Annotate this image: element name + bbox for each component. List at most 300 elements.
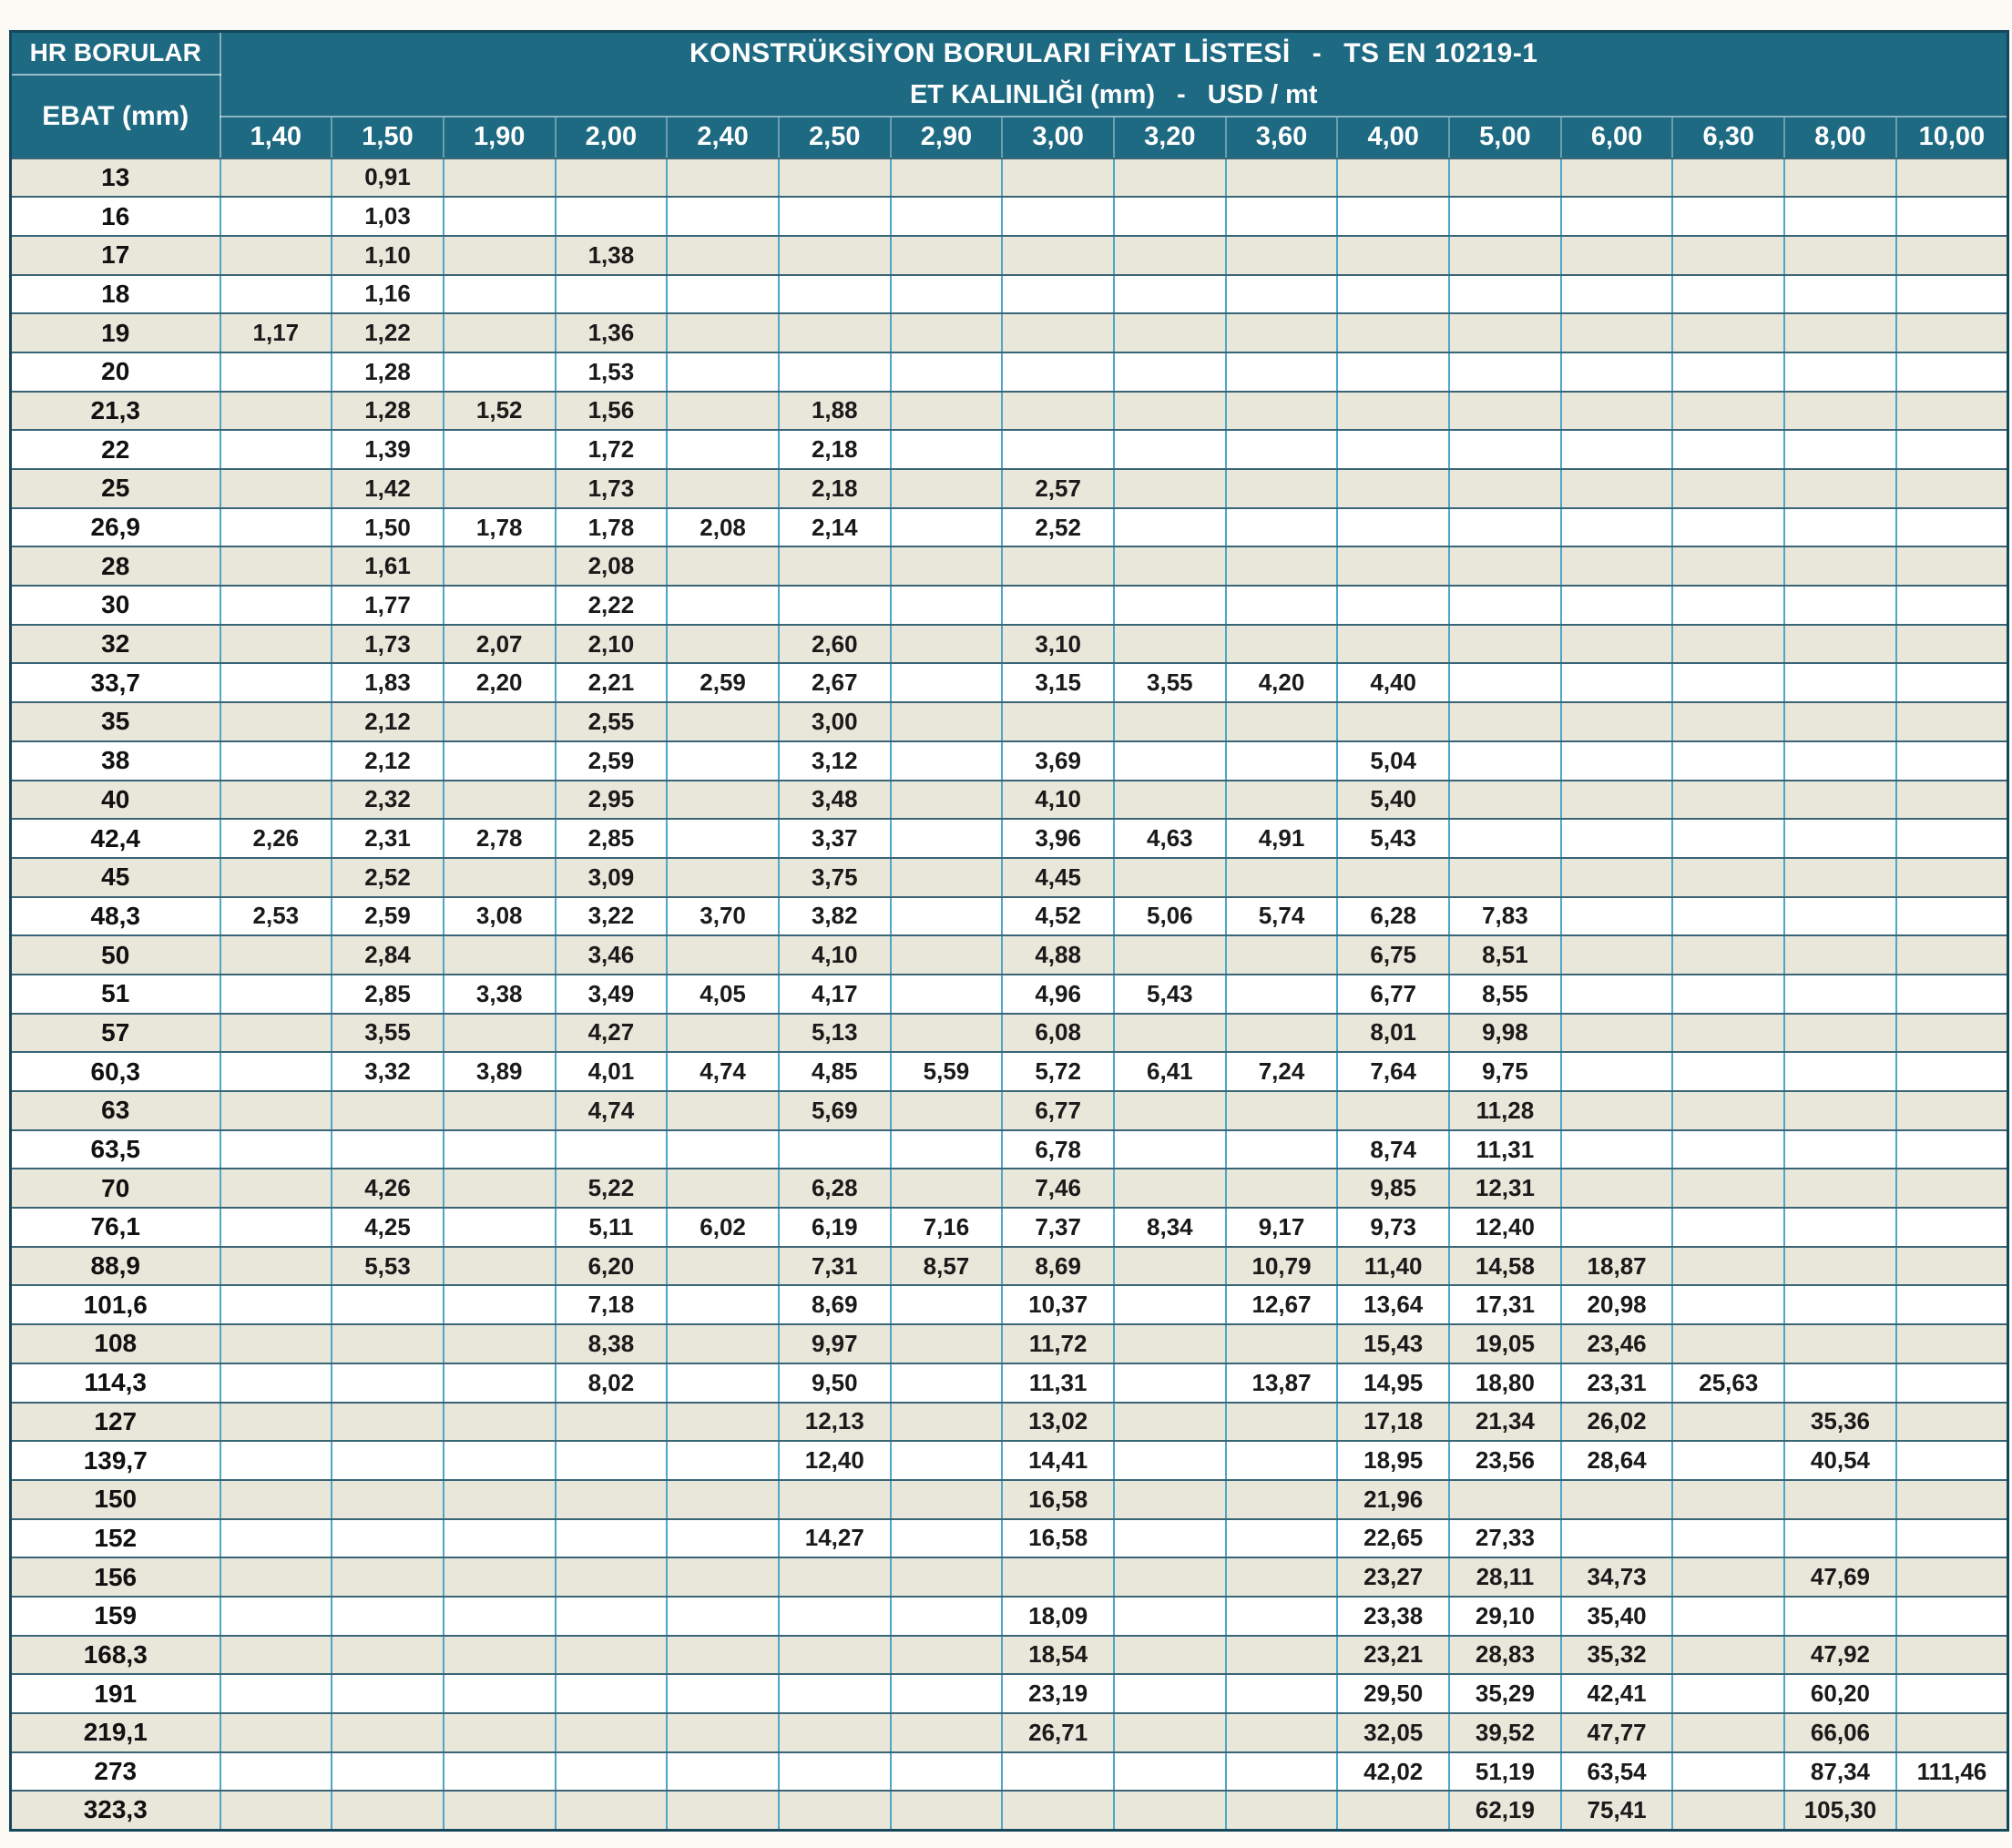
price-cell <box>1784 625 1896 664</box>
price-cell <box>1561 663 1673 702</box>
price-cell <box>1226 1480 1338 1519</box>
price-cell <box>1672 1403 1784 1442</box>
price-cell <box>1672 975 1784 1014</box>
price-cell <box>667 1130 779 1169</box>
price-cell <box>779 586 891 625</box>
price-cell <box>1449 508 1561 547</box>
price-cell <box>1672 197 1784 236</box>
price-cell <box>891 897 1003 936</box>
price-cell <box>332 1674 444 1713</box>
price-cell <box>1896 1441 2008 1480</box>
price-cell <box>444 1557 556 1597</box>
size-cell: 152 <box>11 1519 220 1558</box>
price-cell: 105,30 <box>1784 1791 1896 1830</box>
price-cell <box>1672 275 1784 314</box>
price-cell <box>779 313 891 352</box>
size-cell: 16 <box>11 197 220 236</box>
price-cell <box>667 1597 779 1636</box>
price-cell: 47,92 <box>1784 1636 1896 1675</box>
price-cell: 7,18 <box>556 1285 668 1324</box>
table-row <box>11 1403 2008 1442</box>
price-cell: 4,85 <box>779 1052 891 1091</box>
price-cell <box>1896 1014 2008 1053</box>
price-cell <box>1896 1130 2008 1169</box>
price-cell <box>1002 392 1114 431</box>
size-cell: 42,4 <box>11 819 220 858</box>
price-cell <box>1561 702 1673 741</box>
price-cell: 5,72 <box>1002 1052 1114 1091</box>
price-cell: 3,49 <box>556 975 668 1014</box>
price-cell: 18,54 <box>1002 1636 1114 1675</box>
price-cell: 39,52 <box>1449 1713 1561 1752</box>
thickness-col-header: 6,30 <box>1672 117 1784 158</box>
price-cell: 3,38 <box>444 975 556 1014</box>
price-cell <box>1784 1324 1896 1363</box>
price-cell <box>1337 430 1449 469</box>
price-cell: 3,15 <box>1002 663 1114 702</box>
price-cell <box>444 236 556 275</box>
table-row <box>11 663 2008 702</box>
price-cell <box>667 741 779 781</box>
price-cell <box>220 1713 332 1752</box>
price-cell <box>1672 819 1784 858</box>
price-cell: 1,22 <box>332 313 444 352</box>
price-cell <box>891 702 1003 741</box>
price-cell <box>1449 158 1561 198</box>
price-cell: 1,42 <box>332 469 444 508</box>
table-row <box>11 1480 2008 1519</box>
price-cell <box>1114 1713 1226 1752</box>
price-cell <box>220 1752 332 1792</box>
price-cell: 9,17 <box>1226 1208 1338 1247</box>
price-cell <box>1114 1014 1226 1053</box>
price-cell <box>891 508 1003 547</box>
price-cell: 1,83 <box>332 663 444 702</box>
price-cell <box>332 1791 444 1830</box>
price-cell <box>891 858 1003 897</box>
price-cell <box>220 663 332 702</box>
price-cell <box>667 1752 779 1792</box>
price-cell: 12,67 <box>1226 1285 1338 1324</box>
price-cell <box>667 469 779 508</box>
price-cell: 2,07 <box>444 625 556 664</box>
price-cell: 2,31 <box>332 819 444 858</box>
price-cell <box>1672 1285 1784 1324</box>
price-cell <box>1337 469 1449 508</box>
price-cell <box>1561 313 1673 352</box>
price-cell <box>1896 158 2008 198</box>
price-cell <box>220 1480 332 1519</box>
price-cell: 14,27 <box>779 1519 891 1558</box>
size-cell: 63 <box>11 1091 220 1130</box>
price-cell <box>1672 781 1784 820</box>
price-cell <box>444 1674 556 1713</box>
price-cell: 7,31 <box>779 1247 891 1286</box>
price-cell: 5,43 <box>1337 819 1449 858</box>
price-cell <box>1784 352 1896 392</box>
price-cell <box>1672 935 1784 975</box>
price-cell <box>667 1324 779 1363</box>
price-cell: 4,52 <box>1002 897 1114 936</box>
table-row <box>11 1713 2008 1752</box>
price-cell <box>1672 1247 1784 1286</box>
price-cell <box>1672 430 1784 469</box>
price-cell: 3,22 <box>556 897 668 936</box>
price-cell <box>1449 586 1561 625</box>
size-cell: 50 <box>11 935 220 975</box>
size-cell: 20 <box>11 352 220 392</box>
price-cell <box>220 197 332 236</box>
price-cell <box>332 1480 444 1519</box>
price-cell <box>220 1519 332 1558</box>
price-cell: 35,36 <box>1784 1403 1896 1442</box>
price-cell <box>1449 819 1561 858</box>
price-cell <box>1002 1752 1114 1792</box>
price-cell <box>1672 1519 1784 1558</box>
price-cell: 3,69 <box>1002 741 1114 781</box>
thickness-col-header: 1,90 <box>444 117 556 158</box>
price-cell: 1,03 <box>332 197 444 236</box>
price-cell <box>1896 702 2008 741</box>
price-cell <box>1226 741 1338 781</box>
price-cell: 6,08 <box>1002 1014 1114 1053</box>
price-cell: 35,32 <box>1561 1636 1673 1675</box>
price-cell <box>779 1636 891 1675</box>
price-cell <box>667 158 779 198</box>
price-cell <box>1226 1674 1338 1713</box>
price-cell <box>332 1324 444 1363</box>
size-cell: 45 <box>11 858 220 897</box>
thickness-col-header: 5,00 <box>1449 117 1561 158</box>
price-cell <box>1784 197 1896 236</box>
price-cell <box>220 236 332 275</box>
price-cell <box>1896 1597 2008 1636</box>
size-cell: 18 <box>11 275 220 314</box>
price-cell <box>1561 975 1673 1014</box>
price-cell <box>1561 935 1673 975</box>
price-cell: 6,02 <box>667 1208 779 1247</box>
title-text: KONSTRÜKSİYON BORULARI FİYAT LİSTESİ <box>689 37 1291 68</box>
price-cell: 9,50 <box>779 1363 891 1403</box>
price-cell: 4,25 <box>332 1208 444 1247</box>
price-cell <box>1114 1403 1226 1442</box>
price-cell <box>1114 469 1226 508</box>
price-cell <box>779 1674 891 1713</box>
price-cell <box>1337 158 1449 198</box>
size-cell: 219,1 <box>11 1713 220 1752</box>
size-cell: 17 <box>11 236 220 275</box>
price-cell <box>1672 1752 1784 1792</box>
price-cell <box>1226 1597 1338 1636</box>
price-cell: 1,16 <box>332 275 444 314</box>
price-cell: 8,38 <box>556 1324 668 1363</box>
price-cell <box>1896 741 2008 781</box>
price-cell <box>444 1091 556 1130</box>
price-cell <box>667 546 779 586</box>
price-cell <box>556 275 668 314</box>
price-cell <box>220 1403 332 1442</box>
price-cell: 20,98 <box>1561 1285 1673 1324</box>
price-cell <box>1784 1091 1896 1130</box>
price-cell <box>1784 935 1896 975</box>
price-cell: 14,95 <box>1337 1363 1449 1403</box>
size-cell: 25 <box>11 469 220 508</box>
price-cell <box>891 1324 1003 1363</box>
price-cell: 3,89 <box>444 1052 556 1091</box>
price-cell <box>1226 781 1338 820</box>
price-cell <box>1896 546 2008 586</box>
table-row <box>11 741 2008 781</box>
price-cell <box>1784 1480 1896 1519</box>
price-cell <box>1114 1752 1226 1792</box>
price-cell <box>1002 546 1114 586</box>
price-cell <box>667 935 779 975</box>
price-cell <box>1561 897 1673 936</box>
price-cell <box>1226 1713 1338 1752</box>
price-cell <box>1672 1130 1784 1169</box>
price-cell: 25,63 <box>1672 1363 1784 1403</box>
price-cell <box>779 352 891 392</box>
price-cell: 9,97 <box>779 1324 891 1363</box>
price-cell: 1,77 <box>332 586 444 625</box>
table-row <box>11 430 2008 469</box>
price-cell <box>444 469 556 508</box>
price-cell <box>1672 1480 1784 1519</box>
price-cell: 13,64 <box>1337 1285 1449 1324</box>
price-cell <box>667 702 779 741</box>
price-cell <box>1784 663 1896 702</box>
size-cell: 40 <box>11 781 220 820</box>
price-cell <box>1561 819 1673 858</box>
price-cell: 62,19 <box>1449 1791 1561 1830</box>
price-cell: 5,22 <box>556 1169 668 1208</box>
thickness-col-header: 1,50 <box>332 117 444 158</box>
price-cell <box>332 1403 444 1442</box>
price-cell <box>1226 702 1338 741</box>
price-cell <box>1114 1247 1226 1286</box>
price-cell <box>1449 430 1561 469</box>
price-cell <box>220 1441 332 1480</box>
price-cell: 4,10 <box>779 935 891 975</box>
table-row <box>11 1519 2008 1558</box>
price-cell <box>1337 236 1449 275</box>
price-cell <box>220 781 332 820</box>
price-cell: 3,46 <box>556 935 668 975</box>
price-cell: 2,20 <box>444 663 556 702</box>
title-standard: TS EN 10219-1 <box>1343 37 1538 68</box>
price-cell: 2,52 <box>1002 508 1114 547</box>
price-cell <box>1561 1169 1673 1208</box>
price-cell: 11,31 <box>1002 1363 1114 1403</box>
price-cell <box>1114 586 1226 625</box>
price-cell <box>1114 352 1226 392</box>
price-cell <box>1784 392 1896 431</box>
size-cell: 51 <box>11 975 220 1014</box>
price-cell <box>1226 858 1338 897</box>
size-cell: 33,7 <box>11 663 220 702</box>
price-cell <box>667 1519 779 1558</box>
table-row <box>11 197 2008 236</box>
price-cell: 18,80 <box>1449 1363 1561 1403</box>
price-cell <box>1561 1208 1673 1247</box>
price-cell <box>1896 1480 2008 1519</box>
price-cell <box>1337 392 1449 431</box>
price-cell <box>444 430 556 469</box>
price-cell <box>444 702 556 741</box>
price-cell: 6,77 <box>1002 1091 1114 1130</box>
price-cell <box>1337 197 1449 236</box>
price-cell <box>891 1363 1003 1403</box>
price-cell <box>332 1752 444 1792</box>
price-cell: 29,10 <box>1449 1597 1561 1636</box>
price-cell <box>667 313 779 352</box>
price-cell <box>220 1247 332 1286</box>
price-cell <box>891 1752 1003 1792</box>
price-cell <box>1561 586 1673 625</box>
corner-hr-borular: HR BORULAR <box>11 32 220 75</box>
price-cell <box>1896 313 2008 352</box>
price-cell <box>1337 508 1449 547</box>
price-cell: 4,74 <box>556 1091 668 1130</box>
price-cell <box>1226 625 1338 664</box>
table-row <box>11 1247 2008 1286</box>
price-cell: 47,77 <box>1561 1713 1673 1752</box>
price-cell <box>444 1169 556 1208</box>
price-cell <box>556 1674 668 1713</box>
price-cell <box>1337 275 1449 314</box>
thickness-col-header: 10,00 <box>1896 117 2008 158</box>
size-cell: 76,1 <box>11 1208 220 1247</box>
price-cell: 2,85 <box>556 819 668 858</box>
price-cell <box>667 1403 779 1442</box>
price-cell: 6,19 <box>779 1208 891 1247</box>
thickness-col-header: 3,60 <box>1226 117 1338 158</box>
price-cell: 3,00 <box>779 702 891 741</box>
price-cell <box>667 1169 779 1208</box>
price-cell: 4,17 <box>779 975 891 1014</box>
price-cell: 4,01 <box>556 1052 668 1091</box>
price-cell <box>1114 1636 1226 1675</box>
size-cell: 26,9 <box>11 508 220 547</box>
price-cell <box>1226 236 1338 275</box>
price-cell <box>667 1363 779 1403</box>
price-cell: 1,36 <box>556 313 668 352</box>
price-cell <box>444 1441 556 1480</box>
price-cell: 2,95 <box>556 781 668 820</box>
table-row <box>11 1791 2008 1830</box>
price-cell <box>891 392 1003 431</box>
price-cell: 2,60 <box>779 625 891 664</box>
table-row <box>11 236 2008 275</box>
price-cell <box>332 1091 444 1130</box>
price-cell <box>1561 158 1673 198</box>
price-cell <box>1226 158 1338 198</box>
price-cell: 4,27 <box>556 1014 668 1053</box>
price-cell <box>332 1130 444 1169</box>
price-cell: 4,45 <box>1002 858 1114 897</box>
price-cell <box>1672 158 1784 198</box>
price-cell <box>220 1014 332 1053</box>
price-cell: 18,95 <box>1337 1441 1449 1480</box>
price-cell <box>220 935 332 975</box>
price-cell <box>1114 1597 1226 1636</box>
price-cell: 5,69 <box>779 1091 891 1130</box>
price-cell: 2,52 <box>332 858 444 897</box>
price-cell <box>444 1519 556 1558</box>
price-cell <box>1226 430 1338 469</box>
price-cell <box>1784 236 1896 275</box>
price-cell <box>220 975 332 1014</box>
price-cell <box>1784 430 1896 469</box>
price-cell <box>444 1324 556 1363</box>
price-cell <box>220 586 332 625</box>
price-cell <box>332 1441 444 1480</box>
price-cell: 7,46 <box>1002 1169 1114 1208</box>
size-cell: 22 <box>11 430 220 469</box>
price-cell <box>1561 236 1673 275</box>
price-cell <box>1226 197 1338 236</box>
price-cell <box>1896 1285 2008 1324</box>
price-cell: 7,37 <box>1002 1208 1114 1247</box>
price-cell <box>1114 625 1226 664</box>
price-cell <box>1672 469 1784 508</box>
price-cell <box>1226 1130 1338 1169</box>
table-row <box>11 975 2008 1014</box>
price-cell: 2,67 <box>779 663 891 702</box>
price-cell <box>444 158 556 198</box>
price-cell <box>1114 392 1226 431</box>
table-row <box>11 586 2008 625</box>
price-cell: 22,65 <box>1337 1519 1449 1558</box>
price-cell <box>1672 1713 1784 1752</box>
price-cell <box>1784 897 1896 936</box>
price-cell <box>1226 1557 1338 1597</box>
price-cell: 16,58 <box>1002 1480 1114 1519</box>
price-cell: 1,56 <box>556 392 668 431</box>
price-cell: 3,08 <box>444 897 556 936</box>
price-cell: 6,75 <box>1337 935 1449 975</box>
price-cell <box>667 197 779 236</box>
price-cell <box>667 1285 779 1324</box>
price-cell <box>891 197 1003 236</box>
price-cell <box>220 1597 332 1636</box>
price-cell <box>556 1557 668 1597</box>
price-cell <box>556 1130 668 1169</box>
price-cell <box>1114 741 1226 781</box>
size-cell: 114,3 <box>11 1363 220 1403</box>
thickness-col-header: 2,40 <box>667 117 779 158</box>
price-cell <box>1449 236 1561 275</box>
price-cell <box>1114 1674 1226 1713</box>
price-cell: 17,31 <box>1449 1285 1561 1324</box>
size-cell: 38 <box>11 741 220 781</box>
price-cell: 16,58 <box>1002 1519 1114 1558</box>
price-cell <box>220 508 332 547</box>
size-cell: 101,6 <box>11 1285 220 1324</box>
price-cell <box>1114 197 1226 236</box>
price-cell <box>1672 1324 1784 1363</box>
price-cell <box>556 1597 668 1636</box>
price-cell: 111,46 <box>1896 1752 2008 1792</box>
price-cell <box>444 1480 556 1519</box>
price-cell: 2,12 <box>332 741 444 781</box>
price-cell <box>1114 1169 1226 1208</box>
price-cell <box>667 781 779 820</box>
price-cell: 7,83 <box>1449 897 1561 936</box>
price-cell <box>1114 1363 1226 1403</box>
price-cell <box>891 546 1003 586</box>
price-cell <box>1449 275 1561 314</box>
